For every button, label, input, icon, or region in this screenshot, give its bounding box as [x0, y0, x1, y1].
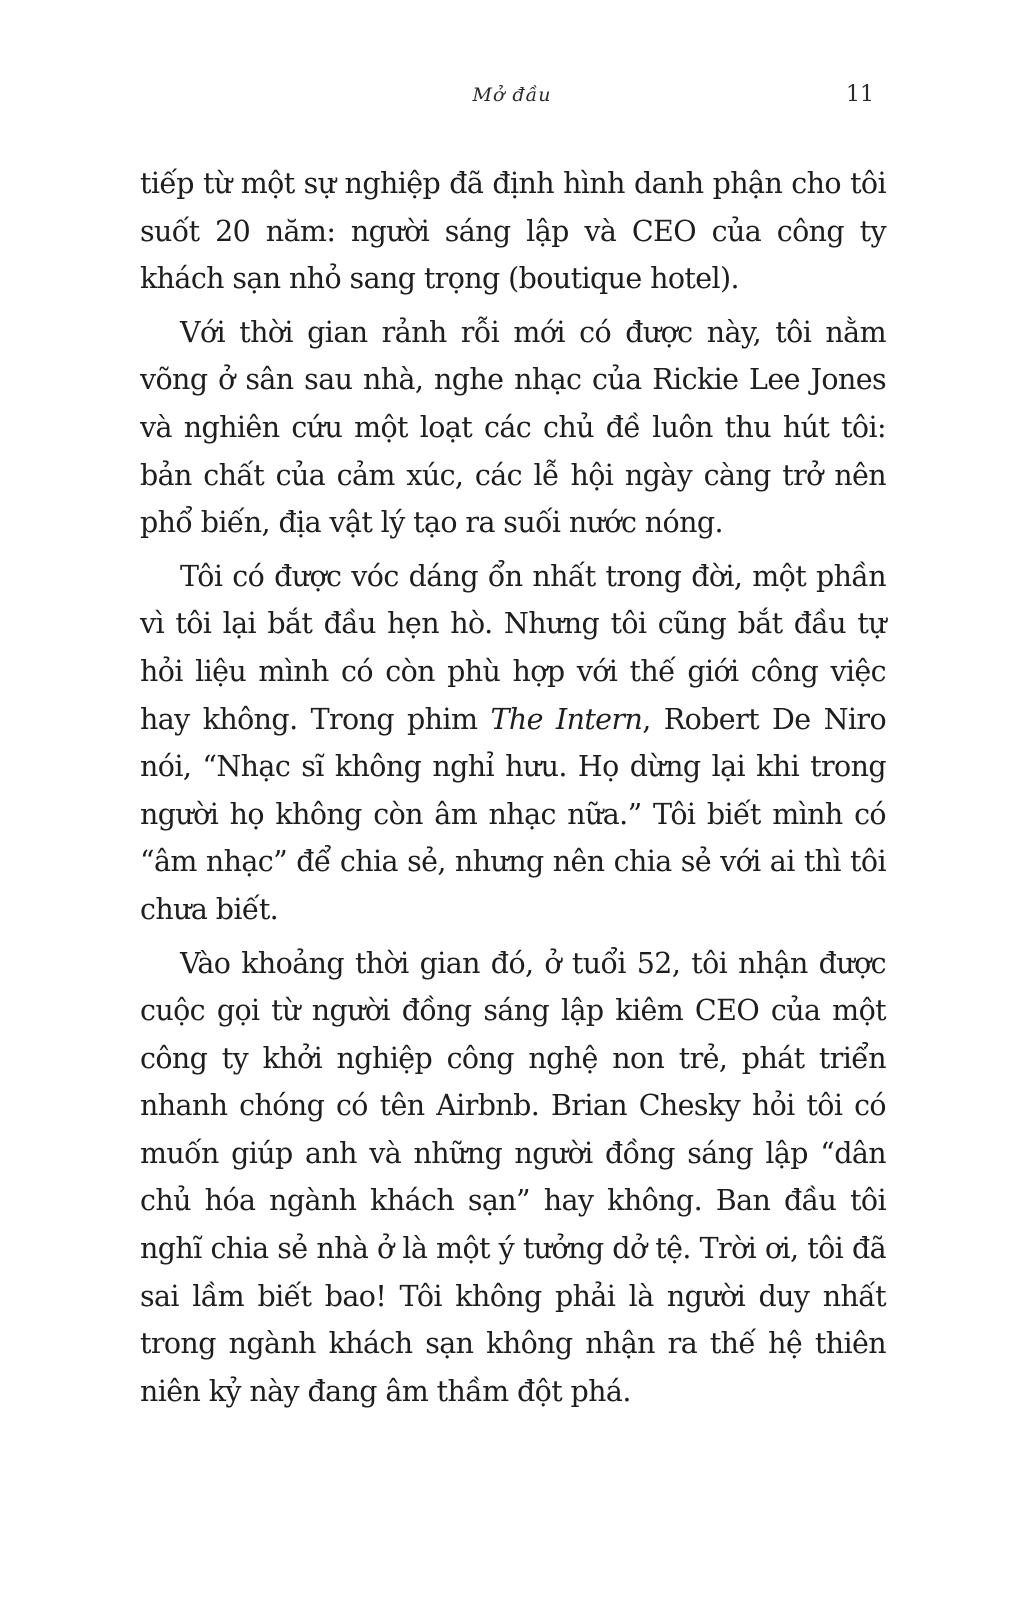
- chapter-title: Mở đầu: [472, 84, 552, 106]
- running-header: [0, 84, 1024, 114]
- paragraph-3-after: , Robert De Niro nói, “Nhạc sĩ không nghỉ hưu. Họ dừng lại khi trong người họ không còn âm nhạc nữa.” Tôi biết mình có “âm nhạc” để chia sẻ, nhưng nên chia sẻ với ai thì tôi chưa biết.: [140, 702, 887, 926]
- body-text: [140, 160, 886, 1421]
- paragraph-2: Với thời gian rảnh rỗi mới có được này, tôi nằm võng ở sân sau nhà, nghe nhạc của Rickie Lee Jones và nghiên cứu một loạt các chủ đề luôn thu hút tôi: bản chất của cảm xúc, các lễ hội ngày càng trở nên phổ biến, địa vật lý tạo ra suối nước nóng.: [140, 315, 886, 540]
- paragraph-4: Vào khoảng thời gian đó, ở tuổi 52, tôi nhận được cuộc gọi từ người đồng sáng lập kiêm CEO của một công ty khởi nghiệp công nghệ non trẻ, phát triển nhanh chóng có tên Airbnb. Brian Chesky hỏi tôi có muốn giúp anh và những người đồng sáng lập “dân chủ hóa ngành khách sạn” hay không. Ban đầu tôi nghĩ chia sẻ nhà ở là một ý tưởng dở tệ. Trời ơi, tôi đã sai lầm biết bao! Tôi không phải là người duy nhất trong ngành khách sạn không nhận ra thế hệ thiên niên kỷ này đang âm thầm đột phá.: [140, 946, 886, 1408]
- paragraph-3-before: Tôi có được vóc dáng ổn nhất trong đời, một phần vì tôi lại bắt đầu hẹn hò. Nhưng tôi cũng bắt đầu tự hỏi liệu mình có còn phù hợp với thế giới công việc hay không. Trong phim: [140, 559, 886, 736]
- paragraph-1: tiếp từ một sự nghiệp đã định hình danh phận cho tôi suốt 20 năm: người sáng lập và CEO của công ty khách sạn nhỏ sang trọng (boutique hotel).: [140, 167, 886, 296]
- film-title: The Intern: [490, 702, 643, 736]
- page-number: 11: [846, 82, 874, 107]
- paragraph-3: [140, 553, 886, 934]
